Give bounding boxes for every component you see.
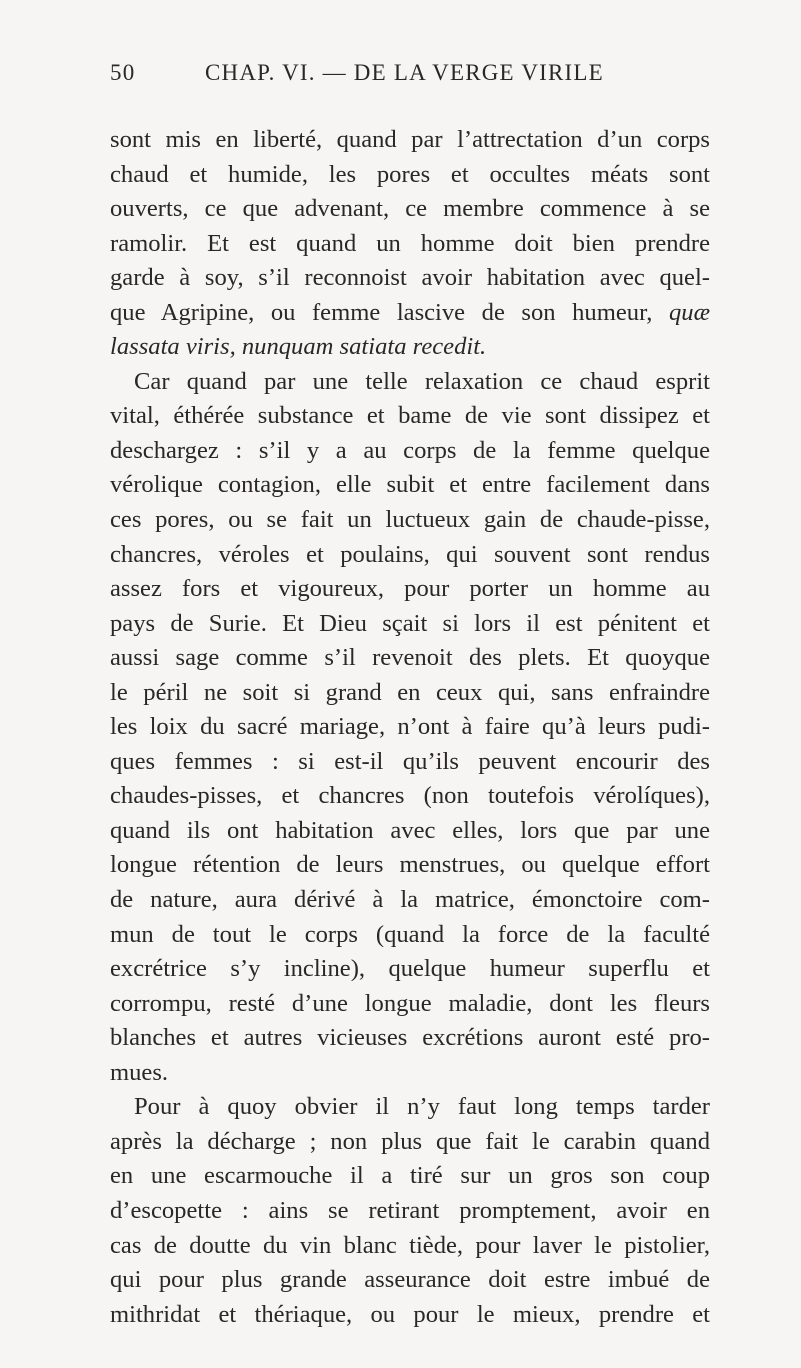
text-line: chancres, véroles et poulains, qui souvent sont rendus — [110, 540, 710, 568]
text-line: sont mis en liberté, quand par l’attrectation d’un corps — [110, 126, 710, 153]
running-head — [110, 60, 710, 100]
text-line: ces pores, ou se fait un luctueux gain de chaude-pisse, — [110, 506, 710, 534]
text-line: ouverts, ce que advenant, ce membre commence à se — [110, 195, 710, 223]
text-line: d’escopette : ains se retirant promptement, avoir en — [110, 1196, 710, 1224]
body-text — [110, 123, 710, 1332]
text-line: mithridat et thériaque, ou pour le mieux, prendre et — [110, 1300, 710, 1328]
text-line: quand ils ont habitation avec elles, lors que par une — [110, 816, 710, 844]
text-line: les loix du sacré mariage, n’ont à faire qu’à leurs pudi- — [110, 713, 710, 741]
text-line: en une escarmouche il a tiré sur un gros son coup — [110, 1162, 710, 1190]
paragraph-end: mues. — [110, 1058, 169, 1086]
text-line — [110, 296, 710, 331]
text-line: garde à soy, s’il reconnoist avoir habitation avec quel- — [110, 264, 710, 292]
paragraph-start: Car quand par une telle relaxation ce chaud esprit — [134, 367, 710, 395]
text-line: longue rétention de leurs menstrues, ou quelque effort — [110, 851, 710, 879]
text-line: ques femmes : si est-il qu’ils peuvent encourir des — [110, 747, 710, 775]
text-line: pays de Surie. Et Dieu sçait si lors il est pénitent et — [110, 609, 710, 637]
text-line: corrompu, resté d’une longue maladie, dont les fleurs — [110, 989, 710, 1017]
text-line: excrétrice s’y incline), quelque humeur superflu et — [110, 955, 710, 983]
text-line: cas de doutte du vin blanc tiède, pour laver le pistolier, — [110, 1231, 710, 1259]
chapter-title: CHAP. VI. — DE LA VERGE VIRILE — [205, 60, 604, 85]
latin-quotation: quæ — [669, 298, 710, 326]
text-line: chaudes-pisses, et chancres (non toutefois vérolíques), — [110, 782, 710, 810]
text-line: aussi sage comme s’il revenoit des plets. Et quoyque — [110, 644, 710, 672]
text-line: vérolique contagion, elle subit et entre facilement dans — [110, 471, 710, 499]
text-line: blanches et autres vicieuses excrétions auront esté pro- — [110, 1024, 710, 1052]
page-number: 50 — [110, 60, 136, 85]
text-line: vital, éthérée substance et bame de vie sont dissipez et — [110, 402, 710, 430]
text-line: le péril ne soit si grand en ceux qui, sans enfraindre — [110, 678, 710, 706]
latin-quotation: lassata viris, nunquam satiata recedit. — [110, 333, 487, 361]
text-line-part: que Agripine, ou femme lascive de son humeur, — [110, 298, 653, 326]
text-line: après la décharge ; non plus que fait le carabin quand — [110, 1127, 710, 1155]
text-line: ramolir. Et est quand un homme doit bien prendre — [110, 229, 710, 257]
text-line: assez fors et vigoureux, pour porter un homme au — [110, 575, 710, 603]
text-line: deschargez : s’il y a au corps de la femme quelque — [110, 436, 710, 464]
text-line: mun de tout le corps (quand la force de la faculté — [110, 920, 710, 948]
text-line: qui pour plus grande asseurance doit estre imbué de — [110, 1266, 710, 1294]
paragraph-start: Pour à quoy obvier il n’y faut long temps tarder — [134, 1093, 710, 1121]
text-line: de nature, aura dérivé à la matrice, émonctoire com- — [110, 886, 710, 914]
text-line: chaud et humide, les pores et occultes méats sont — [110, 160, 710, 188]
